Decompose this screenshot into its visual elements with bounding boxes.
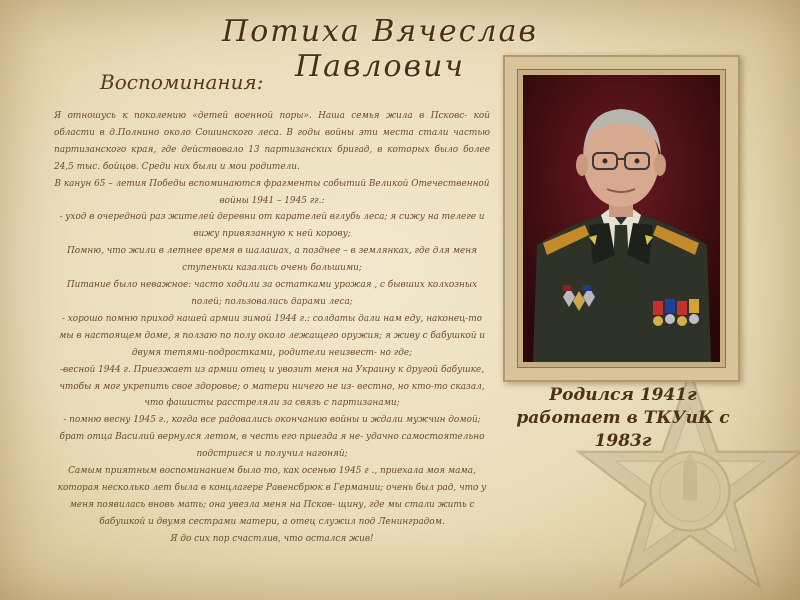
memoir-paragraph: - уход в очередной раз жителей деревни от карателей вглубь леса; я сижу на телеге и вижу привязанную к ней корову; <box>59 212 485 240</box>
memoir-paragraph: В канун 65 – летия Победы вспоминаются фрагменты событий Великой Отечественной войны 1941 – 1945 гг.: <box>54 178 490 206</box>
portrait-frame-inner <box>517 69 726 368</box>
page-title: Потиха Вячеслав Павлович <box>222 14 538 84</box>
memoir-paragraph: Я до сих пор счастлив, что остался жив! <box>170 533 374 544</box>
memoir-paragraph: - хорошо помню приход нашей армии зимой 1944 г.: солдаты дали нам еду, наконец-то мы в настоящем доме, я ползаю по полу около лежащего оружия; я живу с бабушкой и двумя тетями-подростками, родители неизвест- но где; <box>59 313 485 358</box>
section-subtitle: Воспоминания: <box>100 70 264 94</box>
work-since-text: работает в ТКУиК с 1983г <box>516 408 730 451</box>
memoir-text <box>54 108 490 548</box>
portrait-caption <box>505 384 741 453</box>
portrait-photo <box>523 75 720 362</box>
portrait-frame <box>503 55 740 382</box>
memoir-paragraph: Самым приятным воспоминанием было то, как осенью 1945 г ., приехала моя мама, которая несколько лет была в концлагере Равенсбрюк в Германии; очень был рад, что у меня появилась вновь мать; она увезла меня на Псков- щину, где мы стали жить с бабушкой и двумя сестрами матери, а отец служил под Ленинградом. <box>57 466 487 527</box>
memoir-paragraph: Питание было неважное: часто ходили за остатками урожая , с бывших колхозных полей; пользовались дарами леса; <box>66 280 478 307</box>
memoir-paragraph: Помню, что жили в летнее время в шалашах, а позднее – в землянках, где для меня ступеньки казались очень большими; <box>66 246 478 274</box>
memoir-paragraph: Я отношусь к поколению «детей военной поры». Наша семья жила в Псковс- кой области в д.Полнино около Сошинского леса. В годы войны эти места стали частью партизанского края, где действовало 13 партизанских бригад, в которых было более 24,5 тыс. бойцов. Среди них были и мои родители. <box>54 111 490 172</box>
memoir-paragraph: - помню весну 1945 г., когда все радовались окончанию войны и ждали мужчин домой; брат отца Василий вернулся летом, в честь его приезда я не- удачно самостоятельно подстригся и получил нагоняй; <box>59 415 485 460</box>
memoir-paragraph: -весной 1944 г. Приезжает из армии отец и увозит меня на Украину к другой бабушке, чтобы я мог укрепить свое здоровье; о матери ничего не из- вестно, но кто-то сказал, что фашисты расстреляли за связь с партизанами; <box>59 364 485 409</box>
veteran-portrait-icon <box>523 75 720 362</box>
birth-year-text: Родился 1941г <box>549 385 697 405</box>
